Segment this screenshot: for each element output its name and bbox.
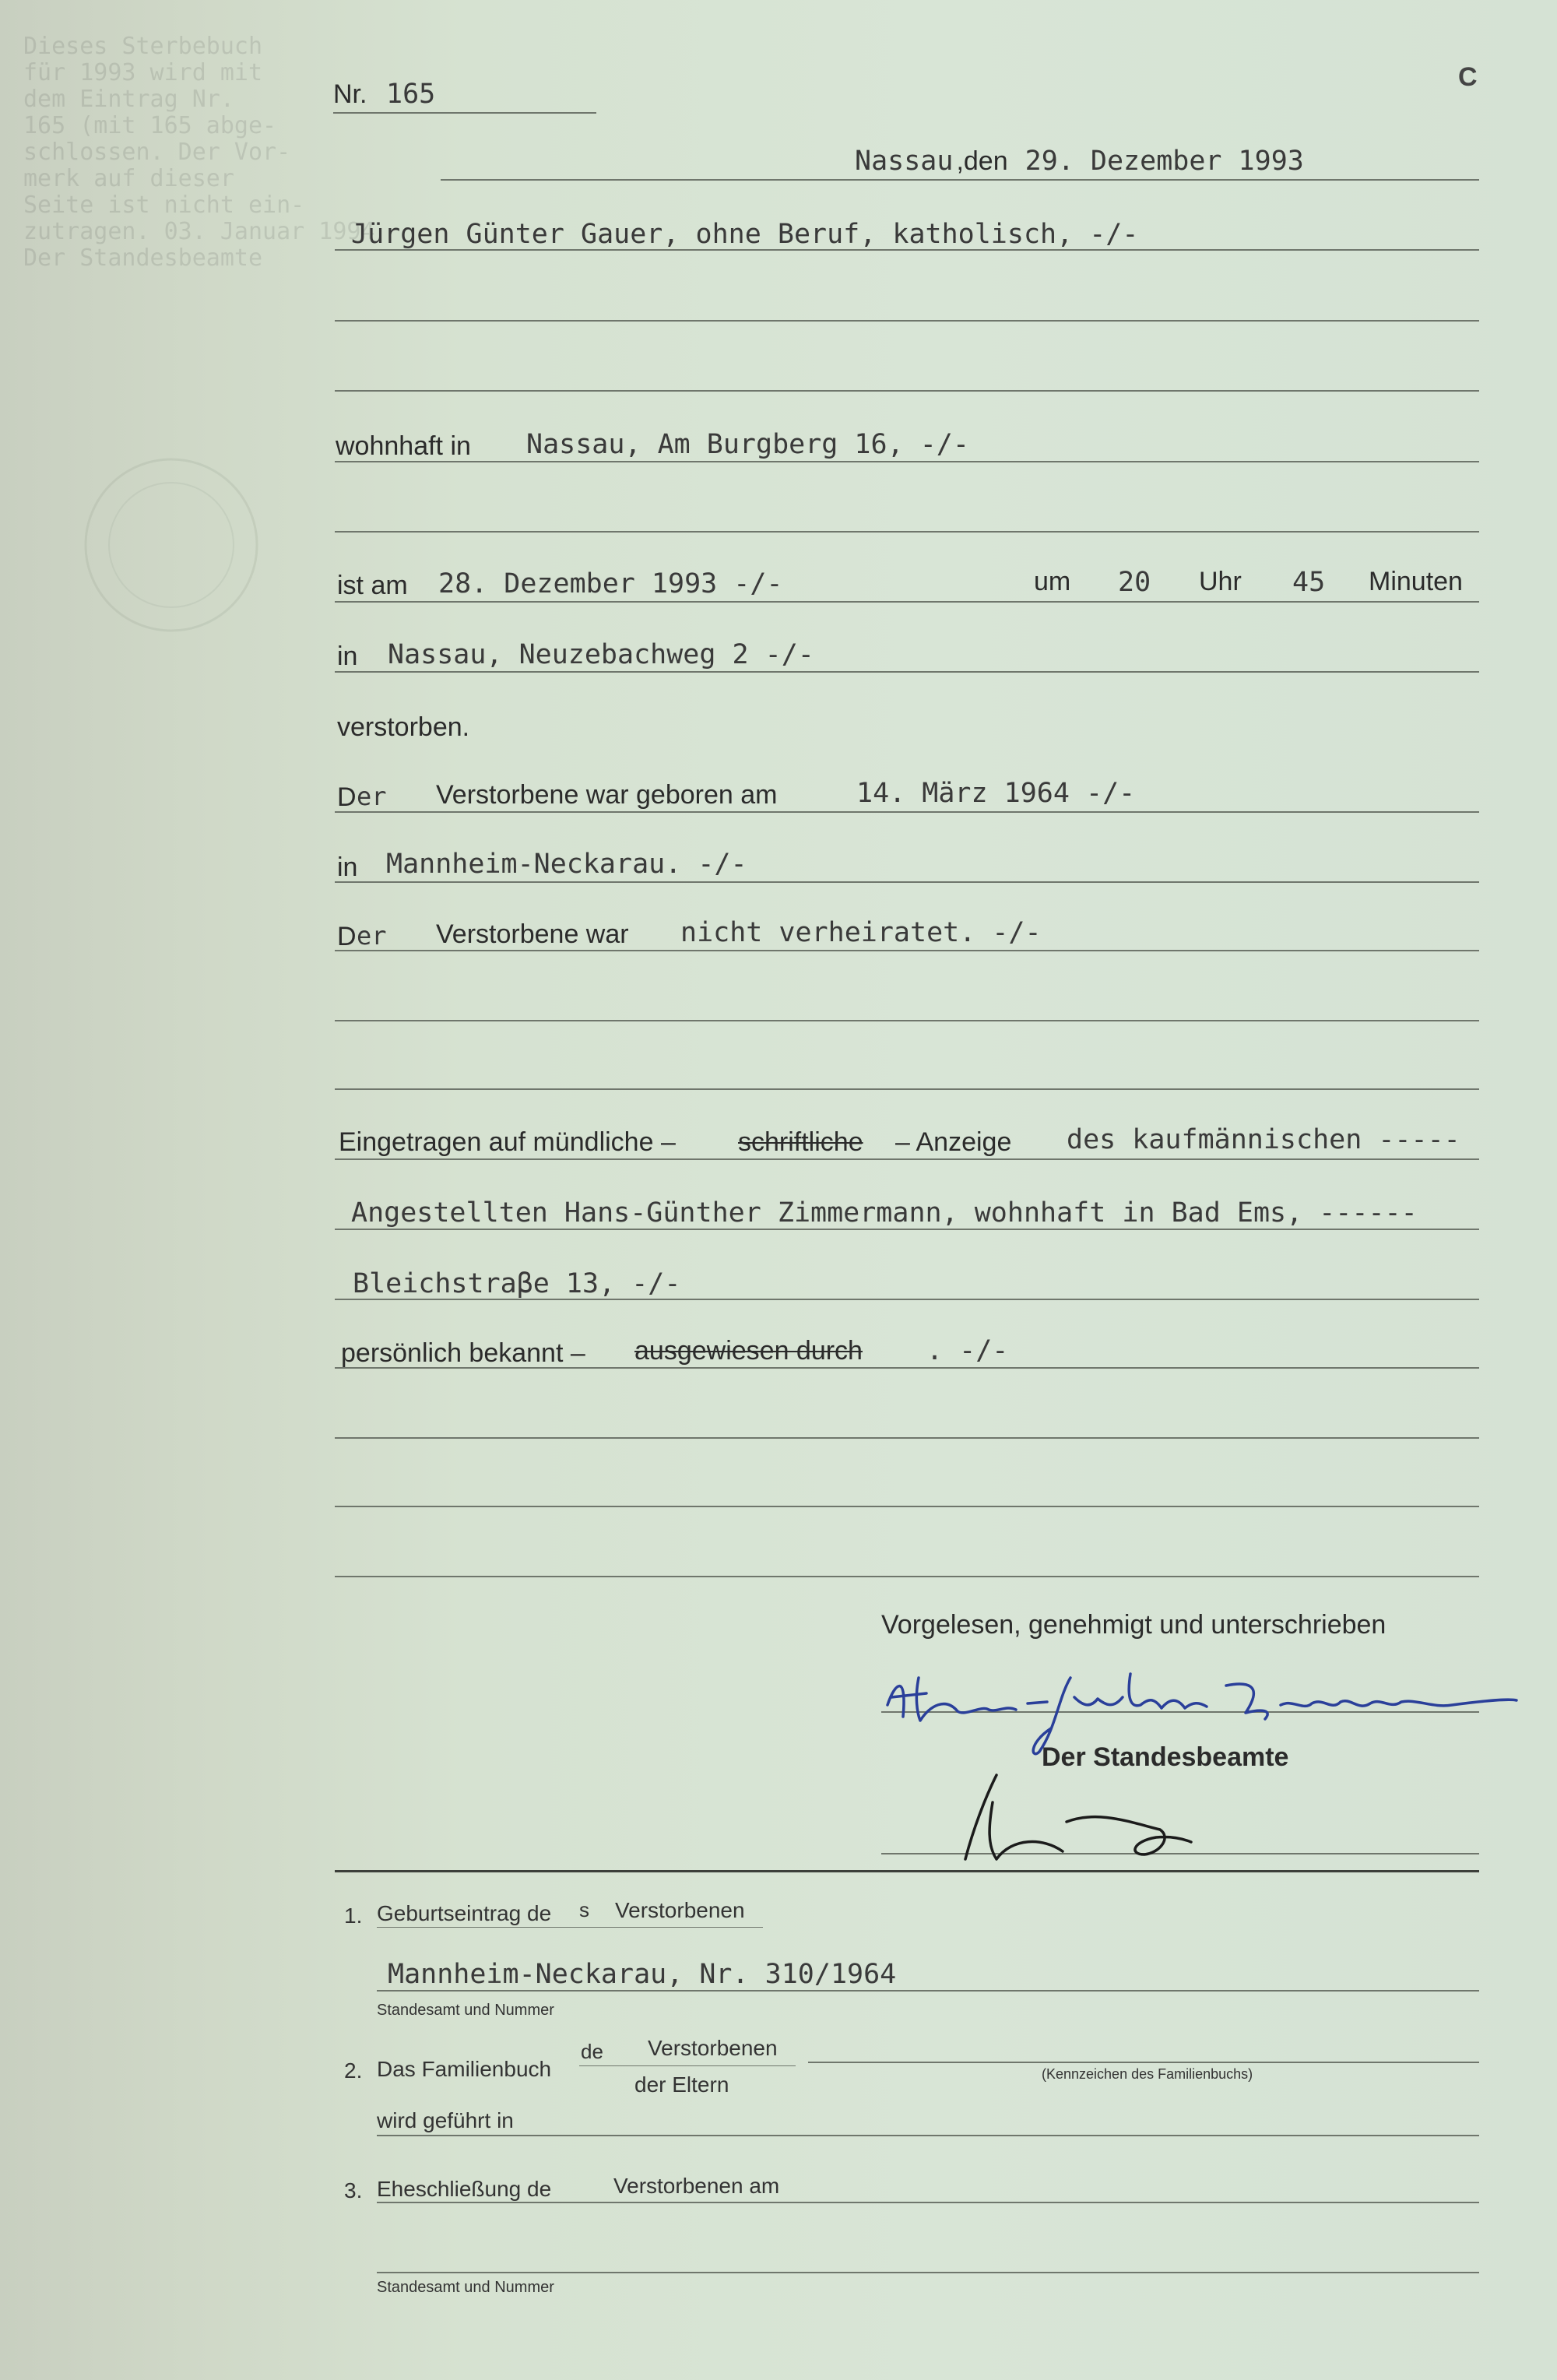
rule [377, 2202, 1479, 2203]
marital-article-rest: er [357, 921, 387, 951]
ghost-line: für 1993 wird mit [23, 59, 263, 86]
margin-1-number: 1. [344, 1904, 363, 1928]
read-approved-text: Vorgelesen, genehmigt und unterschrieben [881, 1610, 1387, 1640]
registrar-signature [950, 1767, 1199, 1868]
ghost-line: Seite ist nicht ein- [23, 192, 305, 219]
rule [335, 1576, 1479, 1577]
ghost-line: dem Eintrag Nr. [23, 86, 234, 113]
rule [335, 1367, 1479, 1369]
rule [579, 2065, 796, 2066]
ghost-line: Der Standesbeamte [23, 244, 263, 272]
margin-1-label: Geburtseintrag de [377, 1901, 552, 1925]
ghost-line: 165 (mit 165 abge- [23, 112, 277, 139]
margin-1-entry: Mannheim-Neckarau, Nr. 310/1964 [388, 1959, 897, 1990]
nr-value: 165 [386, 79, 436, 110]
uhr-label: Uhr [1199, 567, 1242, 596]
death-hour: 20 [1118, 567, 1151, 598]
margin-1-suffix: s [579, 1898, 589, 1921]
verstorben-label: verstorben. [337, 712, 470, 742]
known-strike: ausgewiesen durch [634, 1336, 863, 1366]
rule [377, 1927, 763, 1928]
margin-2-line2: wird geführt in [377, 2108, 514, 2132]
death-date-label: ist am [337, 571, 408, 600]
margin-2-de: de [581, 2040, 603, 2063]
report-value-2: Angestellten Hans-Günther Zimmermann, wohnhaft in Bad Ems, ------ [351, 1197, 1418, 1229]
ghost-line: Dieses Sterbebuch [23, 33, 263, 60]
report-value-3: Bleichstraβe 13, -/- [353, 1268, 681, 1299]
rule [335, 1229, 1479, 1230]
rule [335, 1088, 1479, 1090]
rule [335, 811, 1479, 813]
marital-article-d: D [337, 922, 357, 951]
date-rule [441, 179, 1479, 181]
birth-place-label: in [337, 853, 358, 882]
standesamt-nummer-2: Standesamt und Nummer [377, 2279, 554, 2296]
rule [335, 390, 1479, 392]
rule [335, 249, 1479, 251]
standesamt-nummer-1: Standesamt und Nummer [377, 2002, 554, 2019]
margin-2-number: 2. [344, 2058, 363, 2083]
place-date-line [855, 148, 1304, 175]
rule [808, 2062, 1479, 2063]
margin-2-option-verstorbenen: Verstorbenen [648, 2036, 778, 2060]
death-place-value: Nassau, Neuzebachweg 2 -/- [388, 639, 814, 670]
rule [335, 1158, 1479, 1160]
margin-3-number: 3. [344, 2178, 363, 2202]
marital-label: Verstorbene war [436, 919, 629, 949]
rule [335, 950, 1479, 951]
um-label: um [1034, 567, 1071, 596]
rule [335, 1437, 1479, 1439]
death-place-label: in [337, 642, 358, 671]
ghost-line: merk auf dieser [23, 165, 234, 192]
rule [377, 2135, 1479, 2136]
margin-1-value: Verstorbenen [615, 1898, 745, 1922]
kennzeichen-label: (Kennzeichen des Familienbuchs) [1042, 2066, 1253, 2082]
nr-rule [333, 112, 596, 114]
report-label-1: Eingetragen auf mündliche – [339, 1127, 676, 1157]
birth-label: Verstorbene war geboren am [436, 780, 778, 810]
death-date-value: 28. Dezember 1993 -/- [438, 568, 783, 599]
birth-place-value: Mannheim-Neckarau. -/- [386, 849, 747, 880]
death-minute: 45 [1292, 567, 1326, 598]
rule [335, 601, 1479, 603]
known-label: persönlich bekannt – [341, 1338, 585, 1368]
rule [335, 881, 1479, 883]
report-strike: schriftliche [738, 1127, 863, 1157]
rule [335, 1299, 1479, 1300]
corner-letter: C [1458, 62, 1478, 92]
margin-2-label: Das Familienbuch [377, 2057, 552, 2081]
report-label-2: – Anzeige [895, 1127, 1012, 1157]
birth-date: 14. März 1964 -/- [856, 778, 1136, 809]
rule [335, 531, 1479, 533]
marital-value: nicht verheiratet. -/- [680, 917, 1042, 948]
rule [377, 2272, 1479, 2273]
residence-value: Nassau, Am Burgberg 16, -/- [526, 429, 969, 460]
ghost-line: schlossen. Der Vor- [23, 139, 291, 166]
document-date: 29. Dezember 1993 [1025, 146, 1304, 177]
known-value: . -/- [926, 1335, 1009, 1366]
registrar-label: Der Standesbeamte [1042, 1742, 1289, 1772]
residence-label: wohnhaft in [336, 431, 471, 461]
minuten-label: Minuten [1369, 567, 1463, 596]
deceased-person-line: Jürgen Günter Gauer, ohne Beruf, katholisch, -/- [351, 219, 1139, 250]
rule [335, 1020, 1479, 1021]
rule [335, 1506, 1479, 1507]
report-value-1: des kaufmännischen ----- [1067, 1124, 1460, 1155]
margin-3-label: Eheschließung de [377, 2177, 552, 2201]
birth-article-rest: er [357, 782, 387, 811]
rule [377, 1990, 1479, 1992]
rule [335, 671, 1479, 673]
rule [335, 461, 1479, 462]
ghost-line: zutragen. 03. Januar 1994 [23, 218, 375, 245]
margin-3-value: Verstorbenen am [613, 2174, 780, 2198]
nr-label: Nr. [333, 79, 367, 109]
birth-article-d: D [337, 782, 357, 812]
section-separator [335, 1870, 1479, 1872]
den-label: ,den [956, 146, 1008, 176]
place-value: Nassau [855, 146, 954, 177]
margin-2-option-eltern: der Eltern [634, 2072, 729, 2097]
rule [335, 320, 1479, 322]
